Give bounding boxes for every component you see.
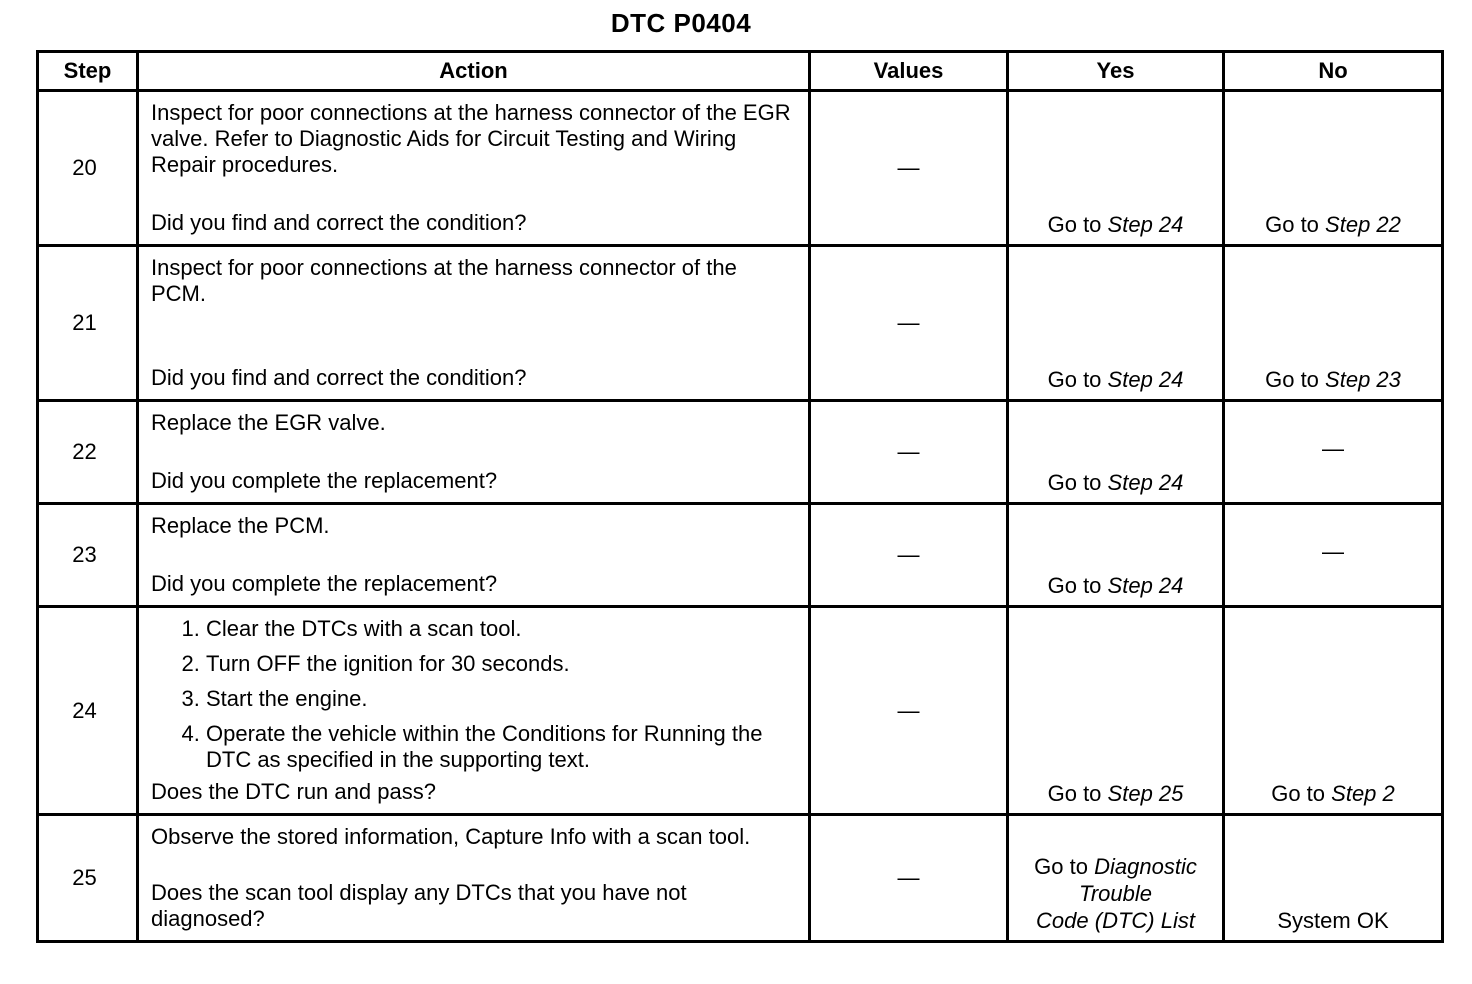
yes-cell (1008, 246, 1224, 401)
step-number: 25 (38, 815, 138, 942)
yes-link-diagnostic[interactable]: Diagnostic (1094, 854, 1197, 879)
values-cell: — (810, 246, 1008, 401)
header-yes: Yes (1008, 52, 1224, 91)
table-header-row (38, 52, 1443, 91)
diagnostic-table (36, 50, 1444, 943)
table-row (38, 607, 1443, 815)
no-cell (1224, 246, 1443, 401)
list-item: 4. Operate the vehicle within the Conditions for Running the DTC as specified in the supporting text. (206, 721, 796, 773)
yes-prefix: Go to (1047, 367, 1102, 392)
yes-cell (1008, 401, 1224, 504)
no-step-link[interactable]: Step 23 (1325, 367, 1401, 392)
no-prefix: Go to (1265, 367, 1319, 392)
action-question: Did you find and correct the condition? (151, 365, 527, 390)
action-cell (138, 504, 810, 607)
yes-link-dtc-list[interactable]: Code (DTC) List (1036, 908, 1195, 933)
step-number: 23 (38, 504, 138, 607)
yes-link-trouble[interactable]: Trouble (1079, 881, 1152, 906)
action-text: Inspect for poor connections at the harness connector of the EGR valve. Refer to Diagnostic Aids for Circuit Testing and Wiring Repair procedures. (151, 100, 791, 177)
no-prefix: Go to (1265, 212, 1319, 237)
values-cell: — (810, 401, 1008, 504)
list-item: 2. Turn OFF the ignition for 30 seconds. (206, 651, 796, 677)
table-row (38, 504, 1443, 607)
action-text: Replace the EGR valve. (151, 410, 386, 435)
action-question: Does the DTC run and pass? (151, 779, 436, 804)
action-question: Does the scan tool display any DTCs that you have not diagnosed? (151, 880, 687, 931)
yes-prefix: Go to (1047, 781, 1102, 806)
yes-step-link[interactable]: Step 24 (1107, 367, 1184, 392)
values-cell: — (810, 815, 1008, 942)
no-step-link[interactable]: Step 22 (1325, 212, 1401, 237)
no-cell (1224, 607, 1443, 815)
no-cell: — (1224, 401, 1443, 504)
action-cell (138, 815, 810, 942)
yes-prefix: Go to (1034, 854, 1088, 879)
values-cell: — (810, 504, 1008, 607)
yes-prefix: Go to (1047, 212, 1102, 237)
action-text: Observe the stored information, Capture Info with a scan tool. (151, 824, 751, 849)
yes-cell (1008, 607, 1224, 815)
header-values: Values (810, 52, 1008, 91)
page-title: DTC P0404 (610, 8, 752, 38)
no-cell: System OK (1224, 815, 1443, 942)
header-step: Step (38, 52, 138, 91)
yes-cell (1008, 91, 1224, 246)
yes-step-link[interactable]: Step 24 (1107, 470, 1184, 495)
list-item: 1. Clear the DTCs with a scan tool. (206, 616, 796, 642)
list-item: 3. Start the engine. (206, 686, 796, 712)
yes-cell (1008, 815, 1224, 942)
header-no: No (1224, 52, 1443, 91)
action-question: Did you complete the replacement? (151, 468, 498, 493)
values-cell: — (810, 91, 1008, 246)
table-row (38, 91, 1443, 246)
step-number: 22 (38, 401, 138, 504)
action-cell (138, 607, 810, 815)
values-cell: — (810, 607, 1008, 815)
table-row (38, 246, 1443, 401)
action-text: Inspect for poor connections at the harness connector of the PCM. (151, 255, 737, 306)
no-step-link[interactable]: Step 2 (1331, 781, 1395, 806)
action-text: Replace the PCM. (151, 513, 330, 538)
yes-cell (1008, 504, 1224, 607)
step-number: 20 (38, 91, 138, 246)
header-action: Action (138, 52, 810, 91)
action-cell (138, 401, 810, 504)
yes-step-link[interactable]: Step 25 (1107, 781, 1184, 806)
table-row (38, 815, 1443, 942)
step-number: 21 (38, 246, 138, 401)
no-cell (1224, 91, 1443, 246)
action-question: Did you complete the replacement? (151, 571, 498, 596)
yes-step-link[interactable]: Step 24 (1107, 212, 1184, 237)
action-cell (138, 246, 810, 401)
step-number: 24 (38, 607, 138, 815)
yes-step-link[interactable]: Step 24 (1107, 573, 1184, 598)
table-row (38, 401, 1443, 504)
yes-prefix: Go to (1047, 470, 1102, 495)
no-prefix: Go to (1271, 781, 1326, 806)
action-cell (138, 91, 810, 246)
action-question: Did you find and correct the condition? (151, 210, 527, 235)
yes-prefix: Go to (1047, 573, 1102, 598)
procedure-list (151, 616, 796, 773)
no-cell: — (1224, 504, 1443, 607)
